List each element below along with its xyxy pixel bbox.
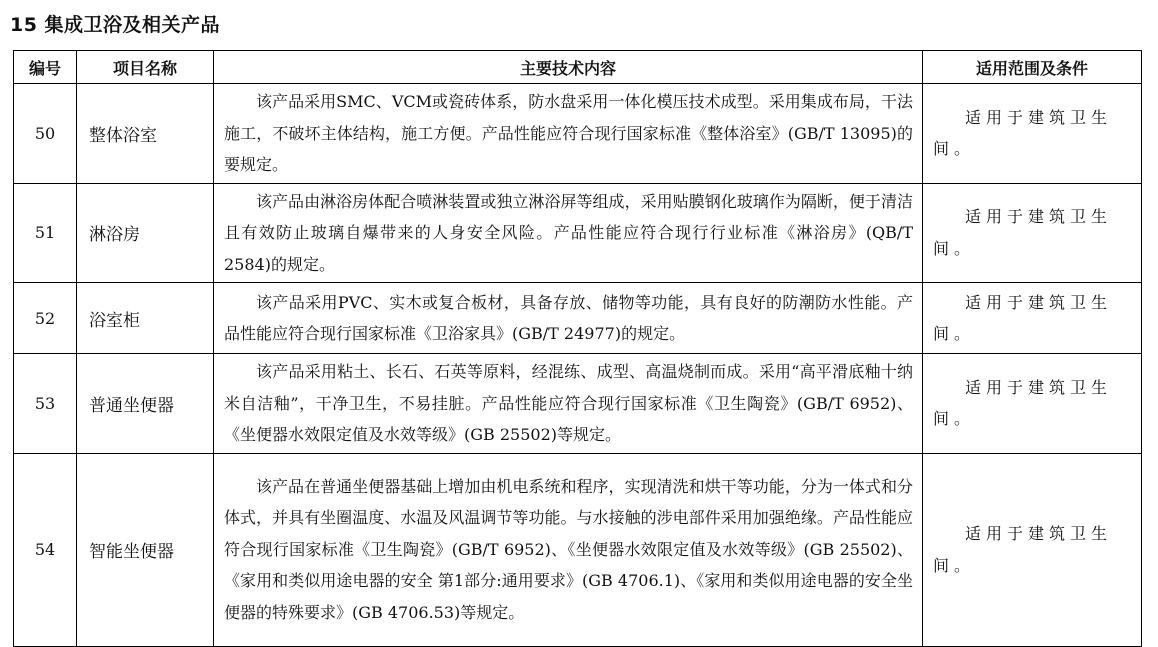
row-scope: 适用于建筑卫生间。	[923, 183, 1142, 283]
header-scope: 适用范围及条件	[923, 51, 1142, 84]
header-technical-content: 主要技术内容	[214, 51, 923, 84]
product-table	[13, 50, 1142, 647]
table-row	[14, 453, 1142, 646]
row-item-name: 普通坐便器	[77, 354, 214, 454]
header-item-name: 项目名称	[77, 51, 214, 84]
table-header-row	[14, 51, 1142, 84]
row-scope: 适用于建筑卫生间。	[923, 453, 1142, 646]
row-number: 52	[14, 283, 77, 354]
row-technical-content: 该产品由淋浴房体配合喷淋装置或独立淋浴屏等组成，采用贴膜钢化玻璃作为隔断，便于清洁且有效防止玻璃自爆带来的人身安全风险。产品性能应符合现行行业标准《淋浴房》(QB/T 2584)的规定。	[214, 183, 923, 283]
row-technical-content: 该产品采用PVC、实木或复合板材，具备存放、储物等功能，具有良好的防潮防水性能。产品性能应符合现行国家标准《卫浴家具》(GB/T 24977)的规定。	[214, 283, 923, 354]
table-row	[14, 183, 1142, 283]
table-row	[14, 354, 1142, 454]
section-title: 15 集成卫浴及相关产品	[10, 14, 221, 36]
row-technical-content: 该产品采用SMC、VCM或瓷砖体系，防水盘采用一体化模压技术成型。采用集成布局，干法施工，不破坏主体结构，施工方便。产品性能应符合现行国家标准《整体浴室》(GB/T 13095)的要规定。	[214, 84, 923, 184]
table-row	[14, 84, 1142, 184]
row-number: 50	[14, 84, 77, 184]
row-number: 54	[14, 453, 77, 646]
row-item-name: 整体浴室	[77, 84, 214, 184]
row-scope: 适用于建筑卫生间。	[923, 354, 1142, 454]
table-row	[14, 283, 1142, 354]
row-item-name: 淋浴房	[77, 183, 214, 283]
row-technical-content: 该产品在普通坐便器基础上增加由机电系统和程序，实现清洗和烘干等功能，分为一体式和分体式，并具有坐圈温度、水温及风温调节等功能。与水接触的涉电部件采用加强绝缘。产品性能应符合现行国家标准《卫生陶瓷》(GB/T 6952)、《坐便器水效限定值及水效等级》(GB 25502)、《家用和类似用途电器的安全 第1部分:通用要求》(GB 4706.1)、《家用和类似用途电器的安全坐便器的特殊要求》(GB 4706.53)等规定。	[214, 453, 923, 646]
row-item-name: 智能坐便器	[77, 453, 214, 646]
header-number: 编号	[14, 51, 77, 84]
row-scope: 适用于建筑卫生间。	[923, 283, 1142, 354]
row-number: 51	[14, 183, 77, 283]
row-technical-content: 该产品采用粘土、长石、石英等原料，经混练、成型、高温烧制而成。采用“高平滑底釉十纳米自洁釉”，干净卫生，不易挂脏。产品性能应符合现行国家标准《卫生陶瓷》(GB/T 6952)、《坐便器水效限定值及水效等级》(GB 25502)等规定。	[214, 354, 923, 454]
row-item-name: 浴室柜	[77, 283, 214, 354]
row-scope: 适用于建筑卫生间。	[923, 84, 1142, 184]
row-number: 53	[14, 354, 77, 454]
